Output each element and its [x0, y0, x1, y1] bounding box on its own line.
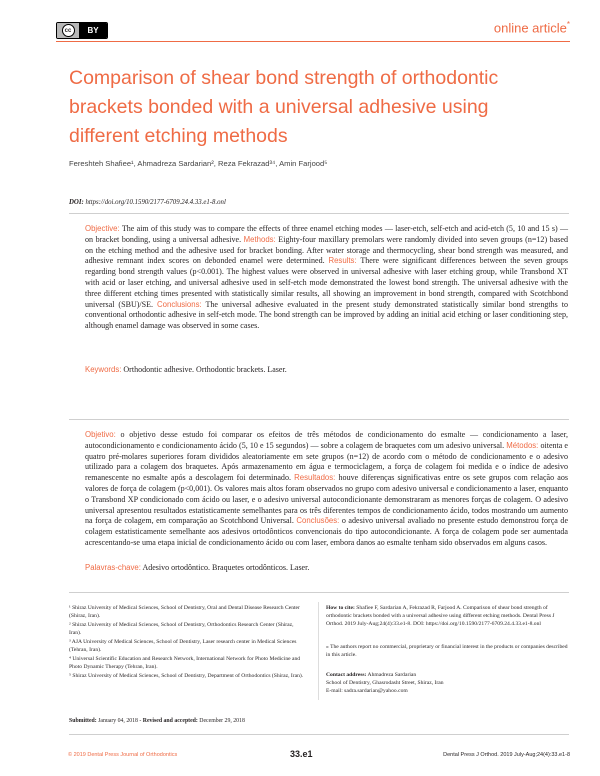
article-title: Comparison of shear bond strength of orthodontic brackets bonded with a universal adhesive using different etching methods [69, 67, 499, 147]
contact-email[interactable]: E-mail: sadra.sardarian@yahoo.com [326, 688, 408, 694]
keywords-portuguese: Palavras-chave: Adesivo ortodôntico. Braquetes ortodônticos. Laser. [85, 563, 310, 572]
section-divider [69, 592, 569, 593]
cc-by-license-badge [56, 22, 108, 39]
license-badge-label: BY [79, 23, 107, 38]
affiliations [69, 604, 305, 681]
affiliation: ¹ Shiraz University of Medical Sciences, School of Dentistry, Oral and Dental Disease Research Center (Shiraz, Iran). [69, 605, 300, 619]
abstract-english: Objective: The aim of this study was to compare the effects of three enamel etching modes — laser-etch, self-etch and acid-etch (5, 10 and 15 s) — on bracket bonding, using a universal adhesive. Methods: Eighty-four maxillary premolars were randomly divided into seven groups (n=12) based on the etching method and the adhesive used for bracket bonding. After water storage and thermocycling, shear bond strength was measured, and adhesive remnant index scores on debonded enamel were determined. Results: There were significant differences between the seven groups regarding bond strength values (p<0.001). The highest values were observed in universal adhesive with laser etching group, while Transbond XT with acid or laser etching, and universal adhesive used in self-etch mode demonstrated the lowest bond strength. The universal adhesive with the three different etching times presented with statistically similar results, all showing an improvement in bond strength, compared with Scotchbond universal (SBU)/SE. Conclusions: The universal adhesive evaluated in the present study demonstrated statistically similar bond strengths to conventional orthodontic adhesive in self-etch mode. The bond strength can be improved by adding an initial acid etching or laser conditioning step, although enamel damage was observed in some cases. [85, 224, 569, 331]
online-article-label: online article* [493, 20, 570, 36]
disclosure-statement: » The authors report no commercial, proprietary or financial interest in the products or companies described in this article. [326, 644, 568, 658]
creative-commons-icon: cc [57, 23, 79, 38]
affiliation: ³ AJA University of Medical Sciences, School of Dentistry, Laser research center in Medical Sciences (Tehran, Iran). [69, 639, 297, 653]
abstract-portuguese: Objetivo: o objetivo desse estudo foi comparar os efeitos de três métodos de condicionamento do esmalte — condicionamento a laser, autocondicionamento e condicionamento ácido (5, 10 e 15 segundos) — sobre a colagem de braquetes com um adesivo universal. Métodos: oitenta e quatro pré-molares superiores foram divididos aleatoriamente em sete grupos (n=12) de acordo com o método de condicionamento e o adesivo utilizado para a colagem dos braquetes. Após armazenamento em água e termociclagem, a força de colagem foi medida e o índice de adesivo remanescente no esmalte após a descolagem foi determinado. Resultados: houve diferenças significativas entre os sete grupos com relação aos valores de força de colagem (p<0,001). Os valores mais altos foram observados no grupo com adesivo universal e condicionamento a laser, enquanto o Transbond XP condicionado com ácido ou laser, e o adesivo universal autocondicionante demonstraram as menores forças de colagem. O adesivo universal apresentou resultados estatisticamente semelhantes para os três diferentes tempos de condicionamento ácido, todos mostrando um aumento na força de colagem, em comparação ao Scotchbond Universal. Conclusões: o adesivo universal avaliado no presente estudo demonstrou força de colagem estatisticamente semelhante aos adesivos ortodônticos convencionais do tipo autocondicionante. A força de colagem pode ser aumentada acrescentando-se uma etapa inicial de condicionamento ácido ou com laser, embora danos ao esmalte tenham sido observados em alguns casos. [85, 430, 569, 547]
affiliation: ⁴ Universal Scientific Education and Research Network, International Network for Photo Medicine and Photo Dynamic Therapy (Tehran, Iran). [69, 656, 301, 670]
how-to-cite: How to cite: Shafiee F, Sardarian A, Fekrazad R, Farjood A. Comparison of shear bond strength of orthodontic brackets bonded with a universal adhesive using different etching methods. Dental Press J Orthod. 2019 July-Aug;24(4):33.e1-8. DOI: https://doi.org/10.1590/2177-6709.24.4.33.e1-8.onl [326, 605, 555, 627]
citation-info [326, 604, 570, 695]
doi-link[interactable]: https://doi.org/10.1590/2177-6709.24.4.33.e1-8.onl [85, 199, 226, 206]
contact-address: Contact address: Ahmadreza Sardarian School of Dentistry, Ghasrodasht Street, Shiraz, Iran E-mail: sadra.sardarian@yahoo.com [326, 672, 444, 694]
affiliation: ² Shiraz University of Medical Sciences, School of Dentistry, Orthodontics Research Center (Shiraz, Iran). [69, 622, 294, 636]
column-divider [318, 602, 319, 700]
section-divider [69, 734, 569, 735]
section-divider [69, 419, 569, 420]
keywords-english: Keywords: Orthodontic adhesive. Orthodontic brackets. Laser. [85, 365, 287, 374]
footer-copyright: © 2019 Dental Press Journal of Orthodontics [68, 752, 178, 758]
page-number: 33.e1 [290, 749, 313, 759]
footer-citation: Dental Press J Orthod. 2019 July-Aug;24(4):33.e1-8 [443, 752, 570, 758]
submission-dates: Submitted: January 04, 2018 - Revised and accepted: December 29, 2018 [69, 718, 245, 724]
author-list: Fereshteh Shafiee¹, Ahmadreza Sardarian², Reza Fekrazad³⁴, Amin Farjood⁵ [69, 159, 328, 168]
header-rule [56, 41, 570, 42]
section-divider [69, 213, 569, 214]
affiliation: ⁵ Shiraz University of Medical Sciences, School of Dentistry, Department of Orthodontics (Shiraz, Iran). [69, 673, 304, 679]
doi-line: DOI: https://doi.org/10.1590/2177-6709.24.4.33.e1-8.onl [69, 199, 226, 206]
